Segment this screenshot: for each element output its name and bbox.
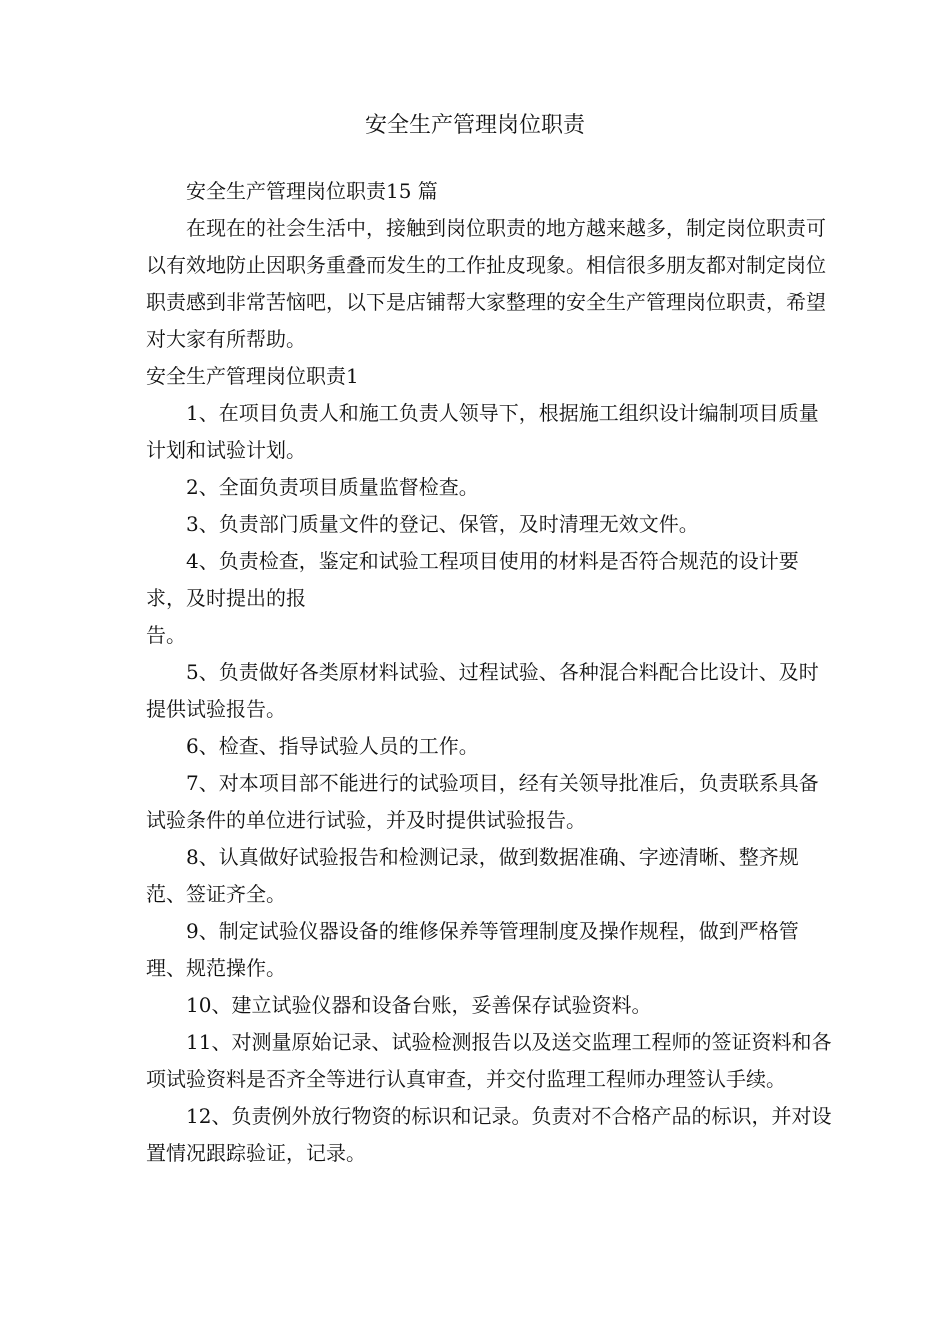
document-body [146, 173, 836, 1172]
duty-item-continuation: 告。 [146, 623, 186, 647]
duty-item: 5、负责做好各类原材料试验、过程试验、各种混合料配合比设计、及时提供试验报告。 [146, 660, 819, 721]
intro-paragraph: 在现在的社会生活中，接触到岗位职责的地方越来越多，制定岗位职责可以有效地防止因职务重叠而发生的工作扯皮现象。相信很多朋友都对制定岗位职责感到非常苦恼吧，以下是店铺帮大家整理的安全生产管理岗位职责，希望对大家有所帮助。 [146, 216, 826, 351]
duty-item: 1、在项目负责人和施工负责人领导下，根据施工组织设计编制项目质量计划和试验计划。 [146, 401, 819, 462]
duty-item: 3、负责部门质量文件的登记、保管，及时清理无效文件。 [186, 512, 699, 536]
duty-item: 2、全面负责项目质量监督检查。 [186, 475, 479, 499]
duty-item: 11、对测量原始记录、试验检测报告以及送交监理工程师的签证资料和各项试验资料是否齐全等进行认真审查，并交付监理工程师办理签认手续。 [146, 1030, 832, 1091]
duty-item: 12、负责例外放行物资的标识和记录。负责对不合格产品的标识，并对设置情况跟踪验证，记录。 [146, 1104, 832, 1165]
duty-item: 6、检查、指导试验人员的工作。 [186, 734, 479, 758]
subtitle: 安全生产管理岗位职责15 篇 [186, 179, 438, 203]
duty-item: 9、制定试验仪器设备的维修保养等管理制度及操作规程，做到严格管理、规范操作。 [146, 919, 799, 980]
section-heading: 安全生产管理岗位职责1 [146, 364, 359, 388]
duty-item: 7、对本项目部不能进行的试验项目，经有关领导批准后，负责联系具备试验条件的单位进行试验，并及时提供试验报告。 [146, 771, 819, 832]
duty-item: 8、认真做好试验报告和检测记录，做到数据准确、字迹清晰、整齐规范、签证齐全。 [146, 845, 799, 906]
document-title: 安全生产管理岗位职责 [364, 113, 585, 138]
duty-item: 4、负责检查，鉴定和试验工程项目使用的材料是否符合规范的设计要求，及时提出的报 [146, 549, 799, 610]
duty-item: 10、建立试验仪器和设备台账，妥善保存试验资料。 [186, 993, 652, 1017]
